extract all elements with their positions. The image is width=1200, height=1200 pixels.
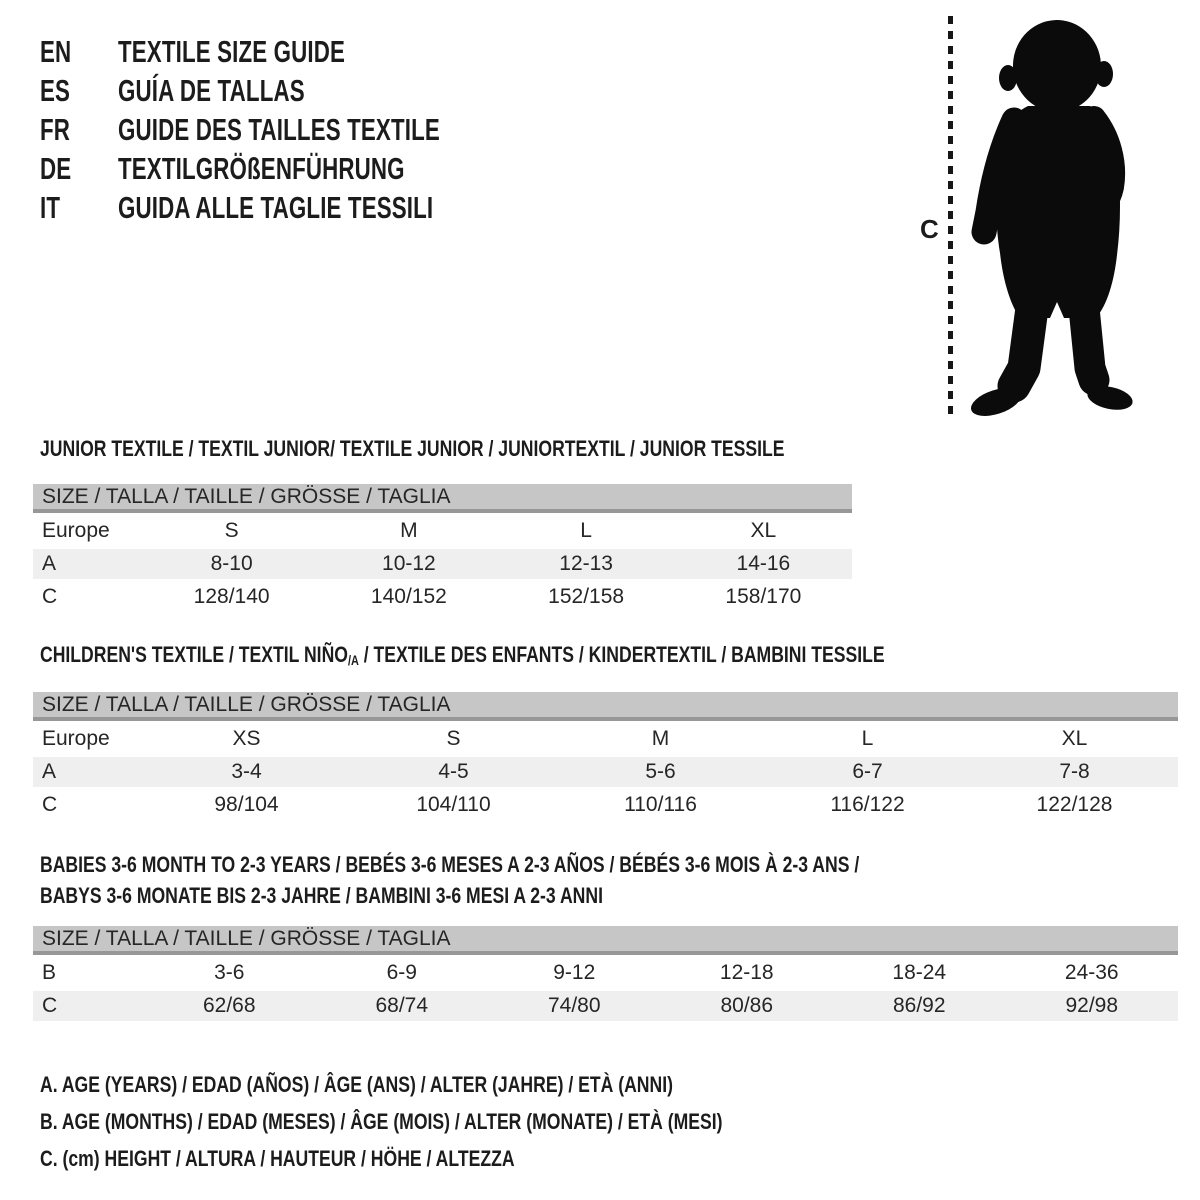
size-cell: 86/92 [892,994,946,1017]
region-label: Europe [42,519,110,542]
size-cell: 80/86 [720,994,774,1017]
size-cell: 98/104 [214,793,279,816]
size-band-text: SIZE / TALLA / TAILLE / GRÖSSE / TAGLIA [42,692,451,716]
footnote-age-years: A. AGE (YEARS) / EDAD (AÑOS) / ÂGE (ANS) / ALTER (JAHRE) / ETÀ (ANNI) [40,1072,673,1097]
height-measure-dashed-line [948,16,953,418]
size-cell: 5-6 [645,760,676,783]
size-cell: 12-18 [719,961,774,984]
size-cell: 4-5 [438,760,469,783]
size-cell: 14-16 [736,552,791,575]
language-row [40,188,565,227]
table-row [33,757,1178,787]
language-row [40,71,565,110]
babies-section-title: BABIES 3-6 MONTH TO 2-3 YEARS / BEBÉS 3-6 MESES A 2-3 AÑOS / BÉBÉS 3-6 MOIS À 2-3 ANS / BABYS 3-6 MONATE BIS 2-3 JAHRE / BAMBINI 3-6 MESI A 2-3 ANNI [40,852,860,908]
language-code: EN [40,33,72,69]
footnote-age-months: B. AGE (MONTHS) / EDAD (MESES) / ÂGE (MOIS) / ALTER (MONATE) / ETÀ (MESI) [40,1109,723,1134]
size-cell: 68/74 [375,994,429,1017]
column-header: L [861,727,874,750]
table-row [33,787,1178,823]
size-cell: 140/152 [370,585,447,608]
size-band [33,926,1178,955]
size-cell: 18-24 [892,961,947,984]
size-cell: 3-6 [214,961,245,984]
row-label: A [42,760,57,783]
column-header: XS [232,727,261,750]
table-row [33,549,852,579]
size-band [33,484,852,513]
toddler-silhouette-icon [964,16,1142,420]
junior-section-title: JUNIOR TEXTILE / TEXTIL JUNIOR/ TEXTILE JUNIOR / JUNIORTEXTIL / JUNIOR TESSILE [40,436,785,461]
size-cell: 9-12 [553,961,596,984]
size-cell: 7-8 [1059,760,1090,783]
column-header: L [580,519,592,542]
size-cell: 6-7 [852,760,883,783]
legend-footnotes [40,1072,893,1183]
height-measure-label: C [920,214,939,244]
size-cell: 62/68 [202,994,256,1017]
children-section-title: CHILDREN'S TEXTILE / TEXTIL NIÑO/A / TEXTILE DES ENFANTS / KINDERTEXTIL / BAMBINI TESSILE [40,642,885,668]
size-cell: 158/170 [725,585,802,608]
language-code: IT [40,189,61,225]
language-row [40,149,565,188]
size-cell: 6-9 [386,961,417,984]
region-label: Europe [42,727,110,750]
guide-title: TEXTILE SIZE GUIDE [118,33,346,69]
language-row [40,32,565,71]
row-label: B [42,961,57,984]
size-band-text: SIZE / TALLA / TAILLE / GRÖSSE / TAGLIA [42,926,451,950]
row-label: C [42,994,58,1017]
size-cell: 10-12 [382,552,436,575]
language-code: FR [40,111,71,147]
size-cell: 104/110 [416,793,491,816]
column-header: S [224,519,239,542]
table-row [33,513,852,549]
table-row [33,955,1178,991]
row-label: A [42,552,57,575]
column-header: XL [1061,727,1088,750]
size-cell: 152/158 [548,585,625,608]
footnote-height-cm: C. (cm) HEIGHT / ALTURA / HAUTEUR / HÖHE / ALTEZZA [40,1146,515,1171]
guide-title: GUIDA ALLE TAGLIE TESSILI [118,189,434,225]
language-code: DE [40,150,72,186]
table-row [33,721,1178,757]
column-header: S [446,727,461,750]
language-code: ES [40,72,71,108]
guide-title: GUIDE DES TAILLES TEXTILE [118,111,440,147]
column-header: XL [750,519,777,542]
children-size-table [33,692,1178,823]
table-row [33,991,1178,1021]
row-label: C [42,793,58,816]
table-row [33,579,852,615]
size-cell: 122/128 [1036,793,1113,816]
size-band [33,692,1178,721]
column-header: M [400,519,418,542]
guide-title: TEXTILGRÖßENFÜHRUNG [118,150,405,186]
size-cell: 116/122 [830,793,905,816]
size-cell: 74/80 [547,994,601,1017]
guide-title: GUÍA DE TALLAS [118,72,305,108]
junior-size-table [33,484,852,615]
size-cell: 12-13 [559,552,613,575]
babies-size-table [33,926,1178,1021]
size-cell: 110/116 [624,793,697,816]
column-header: M [651,727,670,750]
size-cell: 24-36 [1064,961,1119,984]
size-cell: 8-10 [210,552,253,575]
size-cell: 128/140 [193,585,270,608]
row-label: C [42,585,58,608]
size-cell: 92/98 [1065,994,1119,1017]
language-title-list [40,32,565,227]
size-cell: 3-4 [231,760,262,783]
size-band-text: SIZE / TALLA / TAILLE / GRÖSSE / TAGLIA [42,484,451,508]
language-row [40,110,565,149]
